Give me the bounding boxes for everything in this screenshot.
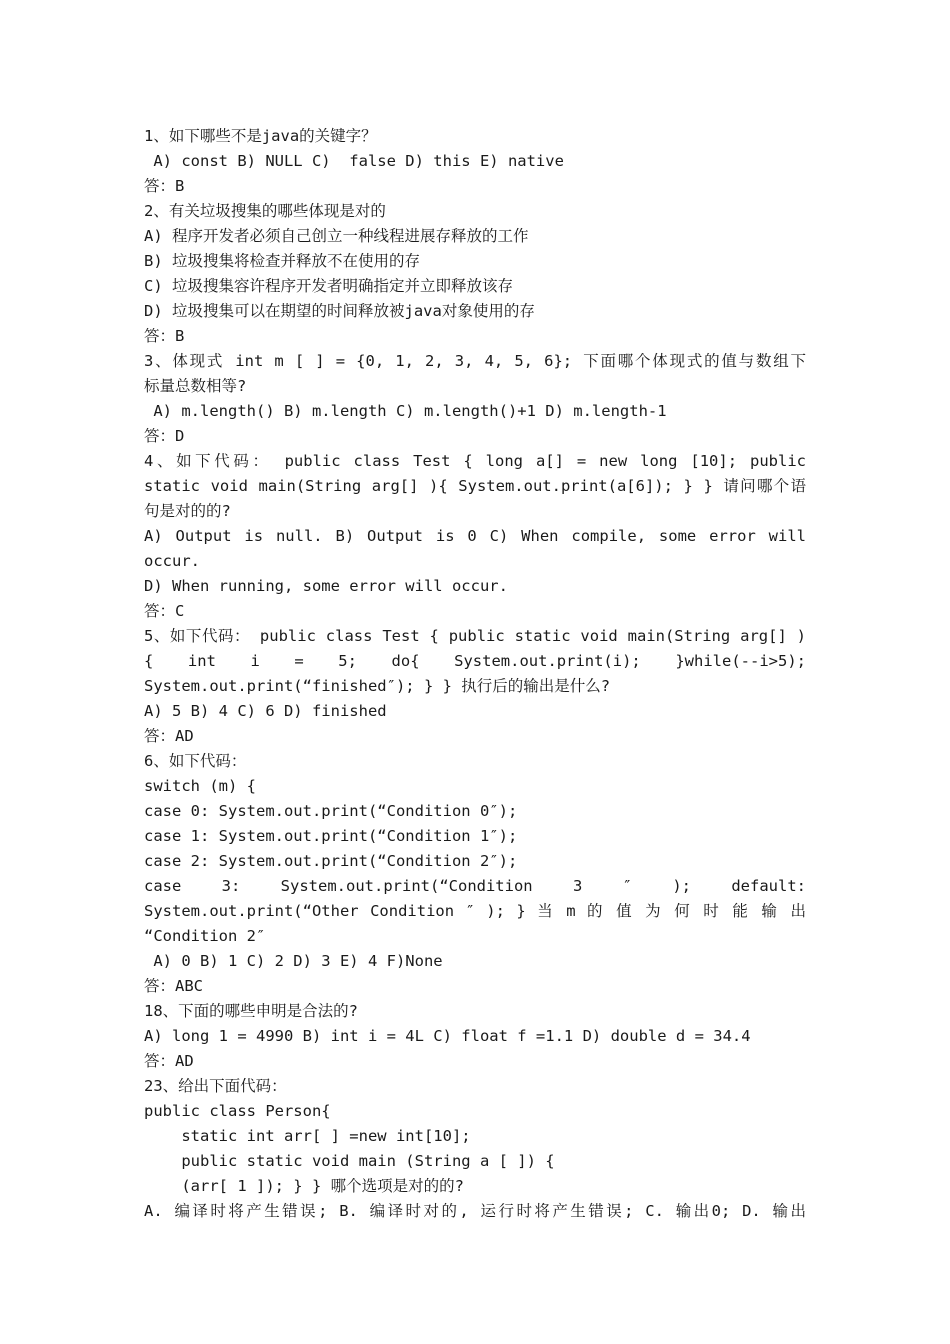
question-6-code-line: case 2: System.out.print(“Condition 2″); (144, 852, 518, 870)
question-4-options-cont: occur. (144, 552, 200, 570)
question-6-code-line: switch (m) { (144, 777, 256, 795)
question-18-answer: 答：AD (144, 1052, 194, 1070)
question-2-answer: 答：B (144, 327, 185, 345)
question-1-options: A) const B) NULL C) false D) this E) native (144, 152, 564, 170)
question-18-text: 18、下面的哪些申明是合法的? (144, 1002, 358, 1020)
question-2-option-d: D) 垃圾搜集可以在期望的时间释放被java对象使用的存 (144, 302, 535, 320)
question-2-option-b: B) 垃圾搜集将检查并释放不在使用的存 (144, 252, 420, 270)
question-2-option-a: A) 程序开发者必须自己创立一种线程进展存释放的工作 (144, 227, 529, 245)
question-3-text-cont: 标量总数相等? (144, 377, 247, 395)
question-4-options: A) Output is null. B) Output is 0 C) When compile, some error will (144, 527, 806, 545)
question-2-text: 2、有关垃圾搜集的哪些体现是对的 (144, 202, 386, 220)
question-23-code-line: public static void main (String a [ ]) { (144, 1152, 555, 1170)
question-5-text: 5、如下代码： public class Test { public static void main(String arg[] ) (144, 627, 806, 645)
document-page (144, 124, 806, 1224)
question-3-options: A) m.length() B) m.length C) m.length()+1 D) m.length-1 (144, 402, 667, 420)
question-23-code-line: public class Person{ (144, 1102, 331, 1120)
question-6-answer: 答：ABC (144, 977, 203, 995)
question-3-answer: 答：D (144, 427, 185, 445)
question-5-options: A) 5 B) 4 C) 6 D) finished (144, 702, 387, 720)
question-5-code-end: System.out.print(“finished″); } } 执行后的输出是什么? (144, 677, 611, 695)
question-6-code-line: System.out.print(“Other Condition ″ ); } 当 m 的 值 为 何 时 能 输 出 (144, 902, 806, 920)
question-23-code-line: static int arr[ ] =new int[10]; (144, 1127, 471, 1145)
question-4-text-cont: static void main(String arg[] ){ System.out.print(a[6]); } } 请问哪个语 (144, 477, 806, 495)
question-6-options: A) 0 B) 1 C) 2 D) 3 E) 4 F)None (144, 952, 443, 970)
question-4-text-end: 句是对的的? (144, 502, 231, 520)
question-2-option-c: C) 垃圾搜集容许程序开发者明确指定并立即释放该存 (144, 277, 513, 295)
question-5-code: { int i = 5; do{ System.out.print(i); }while(--i>5); (144, 652, 806, 670)
question-6-code-line: case 0: System.out.print(“Condition 0″); (144, 802, 518, 820)
question-1-text: 1、如下哪些不是java的关键字？ (144, 127, 377, 145)
question-23-options: A. 编译时将产生错误; B. 编译时对的, 运行时将产生错误; C. 输出0; D. 输出 (144, 1202, 806, 1220)
question-18-options: A) long 1 = 4990 B) int i = 4L C) float f =1.1 D) double d = 34.4 (144, 1027, 751, 1045)
question-3-text: 3、体现式 int m [ ] = {0, 1, 2, 3, 4, 5, 6}; 下面哪个体现式的值与数组下 (144, 352, 806, 370)
question-1-answer: 答：B (144, 177, 185, 195)
question-4-option-d: D) When running, some error will occur. (144, 577, 508, 595)
question-23-text: 23、给出下面代码： (144, 1077, 287, 1095)
question-6-code-line: case 1: System.out.print(“Condition 1″); (144, 827, 518, 845)
question-23-code-line: (arr[ 1 ]); } } 哪个选项是对的的? (144, 1177, 464, 1195)
question-6-text: 6、如下代码： (144, 752, 247, 770)
question-6-text-end: “Condition 2″ (144, 927, 266, 945)
question-6-code-line: case 3: System.out.print(“Condition 3 ″ ); default: (144, 877, 806, 895)
question-4-text: 4、如下代码： public class Test { long a[] = new long [10]; public (144, 452, 806, 470)
question-4-answer: 答：C (144, 602, 185, 620)
question-5-answer: 答：AD (144, 727, 194, 745)
